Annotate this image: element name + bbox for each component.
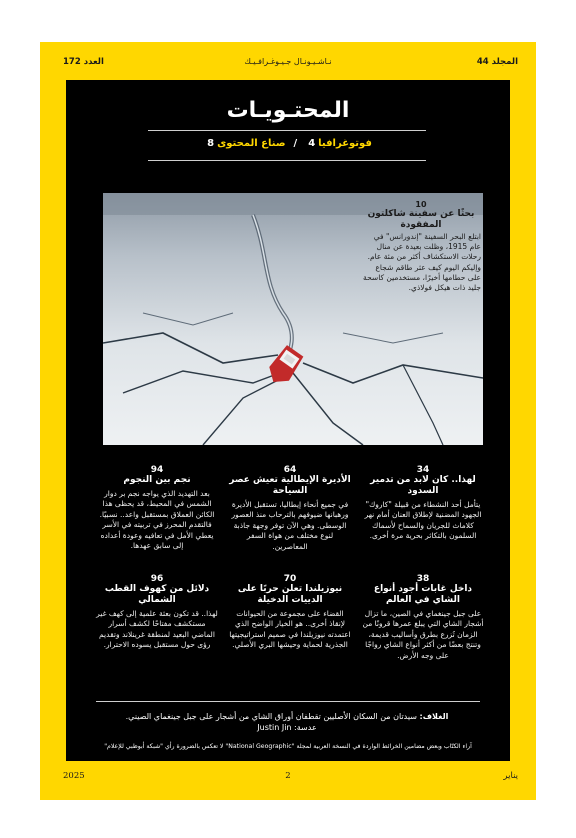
feature-page-number: 10 xyxy=(415,200,427,209)
article-description: يتأمل أحد النشطاء من قبيلة "كاروك" الجهود المضنية لإطلاق العنان أمام نهر كلاماث للجريان والسماح لأسماك السلمون بالتكاثر بحرية مرة أخرى. xyxy=(364,500,482,541)
magazine-name: نـاشـيـونـال جـيـوغـرافـيـك xyxy=(244,57,332,66)
cover-credit: عدسة: Justin Jin xyxy=(257,723,317,732)
page-title: المحتـويـات xyxy=(226,98,350,123)
feature-caption xyxy=(361,200,481,293)
cover-divider xyxy=(96,701,480,702)
title-divider xyxy=(148,130,426,131)
feature-title[interactable]: بحثًا عن سفينة شاكلتون المفقودة xyxy=(367,209,475,230)
article-page-number: 94 xyxy=(150,465,164,475)
article-title: لهذا.. كان لابد من تدمير السدود xyxy=(370,475,476,496)
section-links xyxy=(66,138,510,149)
article-page-number: 34 xyxy=(416,465,430,475)
article-dams[interactable] xyxy=(362,465,484,542)
cover-note xyxy=(80,711,494,733)
disclaimer: آراء الكتّاب وبعض مضامين الخرائط الواردة في النسخة العربية لمجلة "National Geographic" لا تعكس بالضرورة رأي "شبكة أبوظبي للإعلام" xyxy=(104,743,472,750)
footer-year: 2025 xyxy=(63,771,85,781)
cover-description xyxy=(80,711,494,722)
section-link-creators[interactable]: صناع المحتوى8 xyxy=(207,138,286,149)
feature-description: ابتلع البحر السفينة "إندورانس" في عام 1915، وظلت بعيدة عن منال رحلات الاستكشاف أكثر من مئة عام. وإليكم اليوم كيف عثر طاقم شجاع على حطامها أخيرًا، مستخدمين كاسحة جليد ذات هيكل فولاذي. xyxy=(363,232,481,293)
article-italian-monasteries[interactable] xyxy=(229,465,351,552)
article-page-number: 96 xyxy=(150,574,164,584)
article-page-number: 38 xyxy=(416,574,430,584)
article-title: نيوزيلندا تعلن حربًا على الدييات الدخيلة xyxy=(237,584,343,605)
article-page-number: 64 xyxy=(283,465,297,475)
footer-page-number: 2 xyxy=(285,771,291,781)
article-description: في جميع أنحاء إيطاليا، تستقبل الأديرة ورهبانها ضيوفهم بالترحاب منذ العصور الوسطى. وهي الآن توفر وجهة جاذبة لنوع مختلف من هواة السفر المعاصرين. xyxy=(231,500,349,551)
article-title: نجم بين النجوم xyxy=(123,475,191,485)
article-description: لهذا.. قد تكون بعثة علمية إلى كهف غير مستكشف مفتاحًا لكشف أسرار الماضي البعيد لمنطقة غرينلاند وتقديم رؤى حول مستقبل يسوده الاحترار. xyxy=(96,609,218,650)
article-new-zealand[interactable] xyxy=(229,574,351,651)
issue-label: العدد 172 xyxy=(63,57,104,67)
article-title: الأديرة الإيطالية تعيش عصر السياحة xyxy=(229,475,351,496)
article-description: القضاء على مجموعة من الحيوانات لإنقاذ أخرى.. هو الخيار الواضح الذي اعتمدته نيوزيلندا في صميم استراتيجيتها الجذرية لحماية وحيشها البري الأصلي. xyxy=(229,609,351,650)
article-arctic-caves[interactable] xyxy=(96,574,218,651)
section-separator: / xyxy=(293,138,298,149)
cover-text: سيدتان من السكان الأصليين تقطفان أوراق الشاي من أشجار على جبل جينغماي الصيني. xyxy=(125,712,417,721)
article-sea-star[interactable] xyxy=(96,465,218,551)
article-page-number: 70 xyxy=(283,574,297,584)
article-description: على جبل جينغماي في الصين، ما تزال أشجار الشاي التي يبلغ عمرها قرونًا من الزمان تُزرع بطرق وأساليب قديمة، وتنتج بعضًا من أكثر أنواع الشاي رواجًا على وجه الأرض. xyxy=(362,609,484,660)
cover-label: الغلاف: xyxy=(419,712,449,721)
volume-label: المجلد 44 xyxy=(476,57,518,67)
article-tea-forests[interactable] xyxy=(362,574,484,661)
article-title: داخل غابات أجود أنواع الشاي في العالم xyxy=(373,584,473,605)
section-link-photography[interactable]: فوتوغرافيا4 xyxy=(308,138,372,149)
article-title: دلائل من كهوف القطب الشمالي xyxy=(104,584,210,605)
sections-divider xyxy=(148,160,426,161)
article-description: بعد التهديد الذي يواجه نجم بر دوار الشمس في المحيط، قد يحظى هذا الكائن العملاق بمستقبل واعد.. نسبيًا. فالتقدم المحرز في تربيته في الأسر يعطي الأمل في تعافيه وعودة أعداده إلى سابق عهدها. xyxy=(99,489,215,551)
footer-month: يناير xyxy=(503,771,518,781)
